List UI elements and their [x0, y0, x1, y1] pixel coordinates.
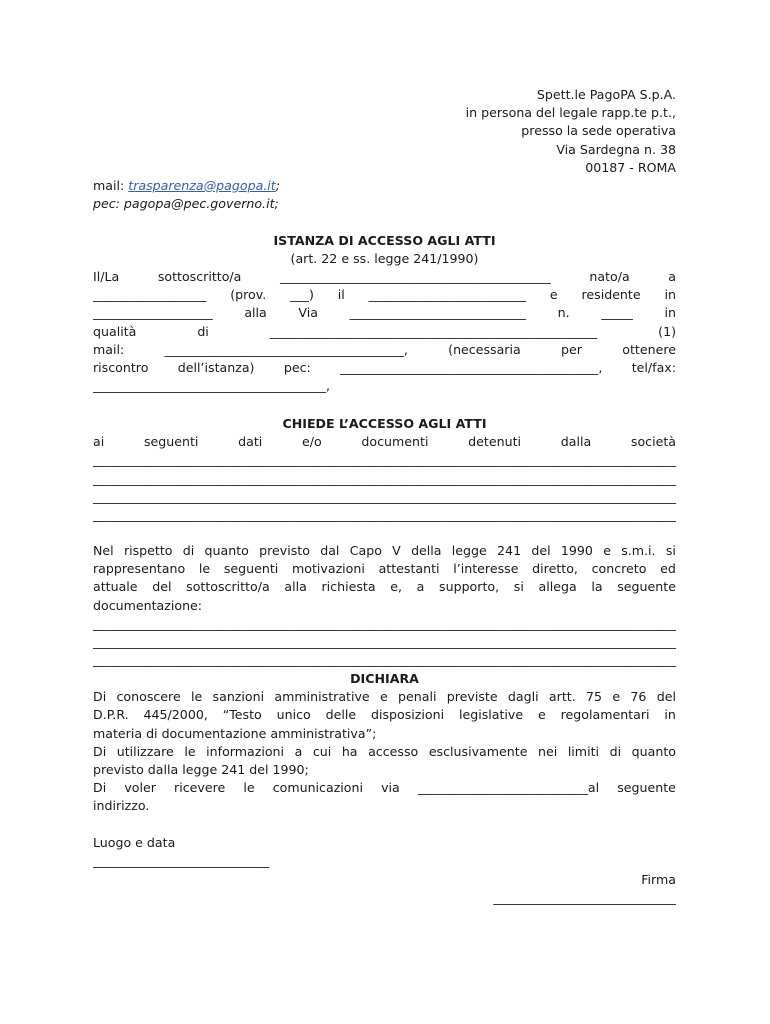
- declaration-row-2: [93, 706, 676, 724]
- word: a: [294, 743, 303, 759]
- word: dal: [320, 543, 340, 558]
- word: si: [665, 543, 676, 558]
- word: mail:: [93, 341, 125, 357]
- recipient-block: [93, 86, 676, 177]
- word: ______________________________________,: [164, 341, 408, 357]
- word: del: [152, 579, 172, 595]
- word: Di: [93, 689, 107, 705]
- word: tel/fax:: [631, 359, 676, 375]
- word: alla: [244, 305, 267, 321]
- request-blank-line: __________________________________________________________________________________________: [93, 506, 676, 522]
- word: documenti: [361, 434, 429, 450]
- word: qualità: [93, 323, 137, 339]
- word: quanto: [631, 743, 676, 759]
- word: _________________________: [368, 287, 527, 303]
- word: conoscere: [116, 689, 181, 705]
- word: in: [664, 707, 676, 723]
- word: attuale: [93, 579, 138, 595]
- word: richiesta: [321, 579, 376, 595]
- word: ___________________: [93, 305, 213, 321]
- signature-label: Firma: [641, 872, 676, 887]
- word: e: [549, 287, 558, 303]
- word: sottoscritto/a: [157, 269, 242, 284]
- word: legislative: [458, 707, 524, 723]
- word: 76: [630, 689, 647, 705]
- word: via: [381, 780, 400, 796]
- word: Nel: [93, 543, 114, 558]
- word: sottoscritto/a: [186, 579, 270, 595]
- word: legge: [451, 543, 487, 558]
- applicant-row-6: [93, 359, 676, 377]
- request-row-1: [93, 433, 676, 451]
- word: a: [416, 579, 425, 595]
- word: alla: [284, 579, 307, 595]
- word: supporto,: [439, 579, 500, 595]
- word: penali: [398, 689, 437, 705]
- word: voler: [124, 780, 156, 796]
- word: __________________: [93, 287, 207, 303]
- request-blank-line: __________________________________________________________________________________________: [93, 488, 676, 504]
- word: nato/a: [589, 269, 630, 284]
- word: limiti: [567, 743, 600, 759]
- mail-line: [93, 177, 676, 195]
- applicant-row-2: [93, 286, 676, 304]
- word: 1990: [560, 543, 593, 558]
- word: amministrative: [274, 689, 370, 705]
- word: cui: [312, 743, 332, 759]
- declaration-row-6: [93, 779, 676, 797]
- declaration-row-4: [93, 743, 676, 761]
- word: unico: [276, 707, 311, 723]
- word: seguente: [617, 579, 676, 595]
- recipient-seat: presso la sede operativa: [521, 123, 676, 139]
- word: in: [664, 287, 676, 303]
- form-subtitle: (art. 22 e ss. legge 241/1990): [290, 251, 479, 267]
- word: 241: [497, 543, 522, 558]
- word: della: [411, 543, 442, 558]
- word: detenuti: [468, 434, 522, 450]
- word: rappresentano: [93, 561, 186, 577]
- word: utilizzare: [116, 743, 174, 759]
- word: pec:: [283, 359, 311, 375]
- word: rispetto: [123, 543, 173, 558]
- word: l’interesse: [453, 561, 519, 577]
- word: ___________________________________________: [279, 269, 551, 284]
- declaration-block: [93, 670, 676, 816]
- word: e: [603, 543, 611, 558]
- word: del: [656, 689, 676, 705]
- place-date-block: [93, 834, 676, 870]
- declaration-row-5: previsto dalla legge 241 del 1990;: [93, 761, 309, 777]
- declaration-heading: DICHIARA: [350, 671, 419, 686]
- word: di: [197, 323, 209, 339]
- word: n.: [557, 305, 570, 321]
- word: ricevere: [174, 780, 226, 796]
- word: attestanti: [378, 561, 440, 577]
- mail-suffix: ;: [275, 178, 280, 193]
- applicant-row-5: [93, 341, 676, 359]
- applicant-row-7: _____________________________________,: [93, 378, 330, 394]
- word: concreto: [591, 561, 647, 577]
- word: e,: [390, 579, 402, 595]
- mail-link[interactable]: trasparenza@pagopa.it: [128, 178, 276, 193]
- word: disposizioni: [370, 707, 445, 723]
- word: le: [198, 561, 211, 577]
- word: _____: [601, 305, 633, 321]
- motivation-row-2: [93, 560, 676, 578]
- word: allega: [538, 579, 577, 595]
- mail-label: mail:: [93, 178, 125, 193]
- word: Il/La: [93, 269, 120, 284]
- word: D.P.R.: [93, 707, 129, 723]
- declaration-row-1: [93, 688, 676, 706]
- word: _________________________________________,: [340, 359, 603, 375]
- signature-block: [93, 871, 676, 907]
- request-heading: CHIEDE L’ACCESSO AGLI ATTI: [282, 416, 487, 431]
- word: del: [531, 543, 551, 558]
- request-block: [93, 415, 676, 524]
- word: quanto: [204, 543, 249, 558]
- word: nei: [538, 743, 558, 759]
- word: e: [379, 689, 388, 705]
- word: accesso: [368, 743, 419, 759]
- motivation-block: [93, 542, 676, 669]
- word: ha: [341, 743, 358, 759]
- word: regolamentari: [560, 707, 650, 723]
- motivation-row-3: [93, 578, 676, 596]
- motivation-blank-line: __________________________________________________________________________________________: [93, 615, 676, 631]
- word: di: [609, 743, 622, 759]
- word: (necessaria: [448, 341, 521, 357]
- request-blank-line: __________________________________________________________________________________________: [93, 452, 676, 468]
- motivation-blank-line: __________________________________________________________________________________________: [93, 652, 676, 668]
- declaration-row-3: materia di documentazione amministrativa”;: [93, 725, 377, 741]
- word: e/o: [301, 434, 322, 450]
- word: dalla: [560, 434, 592, 450]
- word: Via: [298, 305, 318, 321]
- word: sanzioni: [212, 689, 265, 705]
- word: delle: [325, 707, 357, 723]
- place-date-field: ____________________________: [93, 853, 270, 869]
- recipient-street: Via Sardegna n. 38: [556, 141, 676, 157]
- motivation-blank-line: __________________________________________________________________________________________: [93, 633, 676, 649]
- word: (1): [658, 323, 676, 339]
- word: 445/2000,: [143, 707, 208, 723]
- word: (prov.: [230, 287, 267, 303]
- word: esclusivamente: [428, 743, 528, 759]
- applicant-row-3: [93, 304, 676, 322]
- pec-line: pec: pagopa@pec.governo.it;: [93, 196, 279, 212]
- contacts-block: [93, 177, 676, 213]
- word: diretto,: [532, 561, 578, 577]
- word: motivazioni: [291, 561, 365, 577]
- word: seguenti: [223, 561, 279, 577]
- recipient-city: 00187 - ROMA: [585, 159, 676, 175]
- word: riscontro: [93, 359, 149, 375]
- recipient-name: Spett.le PagoPA S.p.A.: [536, 87, 676, 102]
- applicant-row-1: [93, 268, 676, 286]
- word: “Testo: [222, 707, 262, 723]
- word: previste: [446, 689, 498, 705]
- word: artt.: [548, 689, 576, 705]
- word: ___________________________al: [417, 780, 600, 796]
- word: dati: [238, 434, 263, 450]
- word: a: [668, 269, 676, 284]
- word: le: [243, 780, 255, 796]
- word: per: [561, 341, 582, 357]
- word: 75: [586, 689, 603, 705]
- word: previsto: [259, 543, 310, 558]
- word: comunicazioni: [272, 780, 363, 796]
- motivation-row-1: [93, 542, 676, 560]
- recipient-rep: in persona del legale rapp.te p.t.,: [465, 105, 676, 121]
- word: ___): [290, 287, 314, 303]
- word: ai: [93, 434, 105, 450]
- applicant-row-4: [93, 323, 676, 341]
- word: dell’istanza): [177, 359, 255, 375]
- form-title: ISTANZA DI ACCESSO AGLI ATTI: [273, 233, 496, 248]
- word: si: [513, 579, 524, 595]
- word: ____________________________: [349, 305, 526, 321]
- motivation-row-4: documentazione:: [93, 597, 203, 613]
- request-blank-line: __________________________________________________________________________________________: [93, 470, 676, 486]
- word: il: [337, 287, 345, 303]
- word: dagli: [507, 689, 539, 705]
- word: informazioni: [206, 743, 285, 759]
- word: Capo: [349, 543, 382, 558]
- word: ____________________________________________________: [269, 323, 598, 339]
- word: ottenere: [622, 341, 676, 357]
- word: la: [591, 579, 603, 595]
- declaration-row-7: indirizzo.: [93, 798, 150, 814]
- applicant-block: [93, 268, 676, 395]
- word: seguenti: [143, 434, 199, 450]
- word: in: [664, 305, 676, 321]
- title-block: [93, 232, 676, 268]
- word: ed: [660, 561, 676, 577]
- signature-field: _____________________________: [493, 890, 676, 906]
- word: V: [392, 543, 401, 558]
- word: le: [191, 689, 203, 705]
- word: e: [612, 689, 621, 705]
- word: Di: [93, 743, 107, 759]
- word: residente: [581, 287, 641, 303]
- word: di: [182, 543, 195, 558]
- word: e: [538, 707, 546, 723]
- word: s.m.i.: [621, 543, 656, 558]
- word: società: [630, 434, 676, 450]
- place-date-label: Luogo e data: [93, 835, 176, 850]
- word: Di: [93, 780, 107, 796]
- word: le: [184, 743, 196, 759]
- word: seguente: [617, 780, 676, 796]
